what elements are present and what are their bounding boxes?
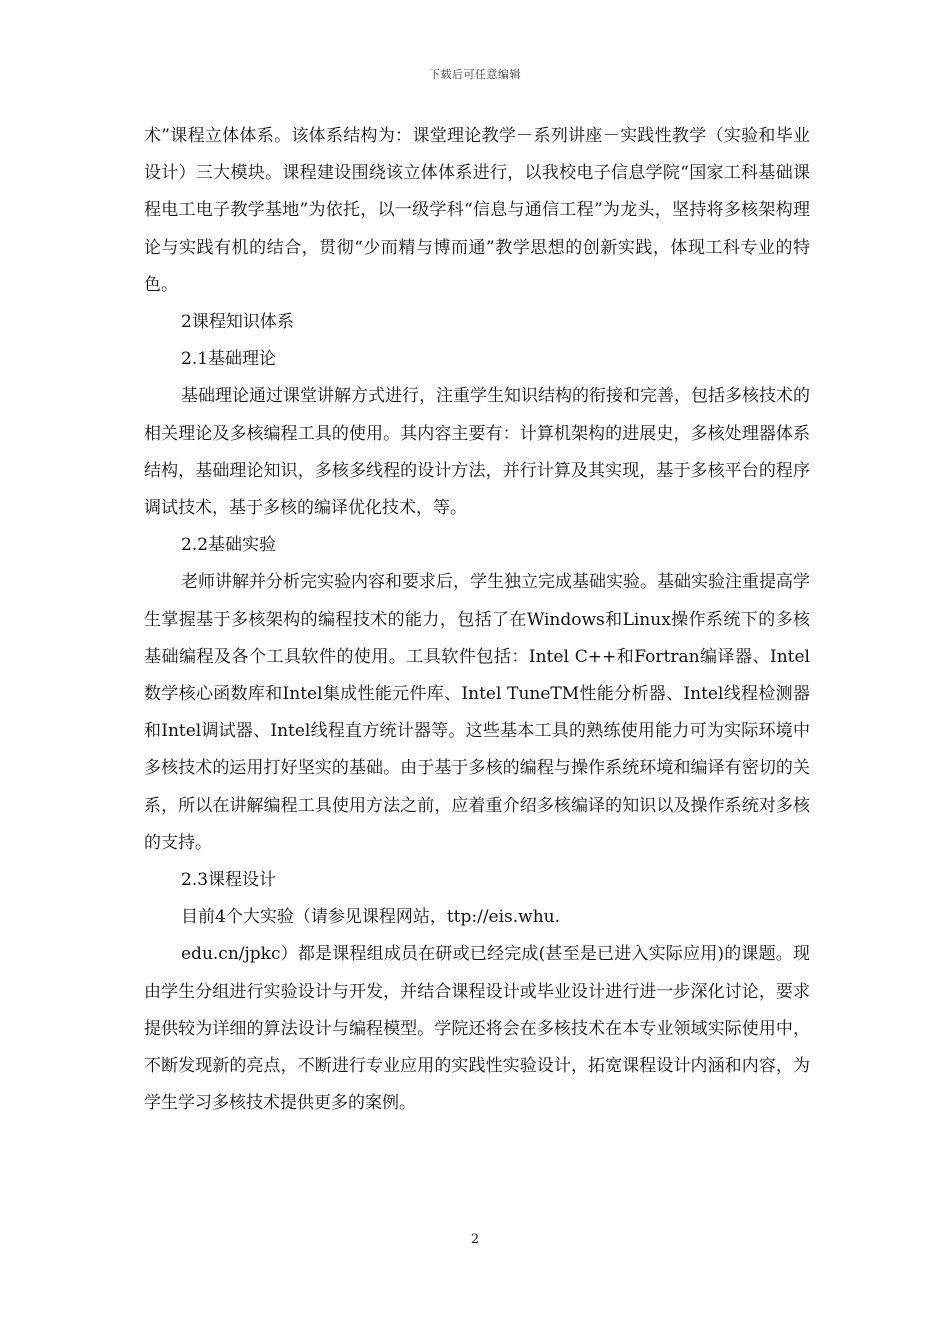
paragraph-course-design: edu.cn/jpkc）都是课程组成员在研或已经完成(甚至是已进入实际应用)的课题。现由学生分组进行实验设计与开发，并结合课程设计或毕业设计进行进一步深化讨论，要求提供较为详细的算法设计与编程模型。学院还将会在多核技术在本专业领域实际使用中，不断发现新的亮点，不断进行专业应用的实践性实验设计，拓宽课程设计内涵和内容，为学生学习多核技术提供更多的案例。 — [144, 944, 810, 1114]
page-header: 下载后可任意编辑 — [429, 68, 521, 81]
paragraph-basic-experiment: 老师讲解并分析完实验内容和要求后，学生独立完成基础实验。基础实验注重提高学生掌握基于多核架构的编程技术的能力，包括了在Windows和Linux操作系统下的多核基础编程及各个工具软件的使用。工具软件包括：Intel C++和Fortran编译器、Intel数学核心函数库和Intel集成性能元件库、Intel TuneTM性能分析器、Intel线程检测器和Intel调试器、Intel线程直方统计器等。这些基本工具的熟练使用能力可为实际环境中多核技术的运用打好坚实的基础。由于基于多核的编程与操作系统环境和编译有密切的关系，所以在讲解编程工具使用方法之前，应着重介绍多核编译的知识以及操作系统对多核的支持。 — [144, 572, 810, 853]
paragraph-course-design-intro: 目前4个大实验（请参见课程网站，ttp://eis.whu. — [181, 907, 561, 928]
page-number: 2 — [470, 1232, 480, 1247]
document-body — [144, 118, 810, 1122]
subsection-heading-course-design: 2.3课程设计 — [181, 870, 277, 891]
paragraph-course-system: 术”课程立体体系。该体系结构为：课堂理论教学－系列讲座－实践性教学（实验和毕业设计）三大模块。课程建设围绕该立体体系进行，以我校电子信息学院“国家工科基础课程电工电子教学基地”为依托，以一级学科“信息与通信工程”为龙头，坚持将多核架构理论与实践有机的结合，贯彻“少而精与博而通”教学思想的创新实践，体现工科专业的特色。 — [144, 126, 810, 295]
paragraph-basic-theory: 基础理论通过课堂讲解方式进行，注重学生知识结构的衔接和完善，包括多核技术的相关理论及多核编程工具的使用。其内容主要有：计算机架构的进展史，多核处理器体系结构，基础理论知识，多核多线程的设计方法，并行计算及其实现，基于多核平台的程序调试技术，基于多核的编译优化技术，等。 — [144, 386, 810, 519]
subsection-heading-basic-experiment: 2.2基础实验 — [181, 535, 277, 556]
subsection-heading-basic-theory: 2.1基础理论 — [181, 349, 277, 370]
section-heading-knowledge-system: 2课程知识体系 — [181, 312, 294, 333]
